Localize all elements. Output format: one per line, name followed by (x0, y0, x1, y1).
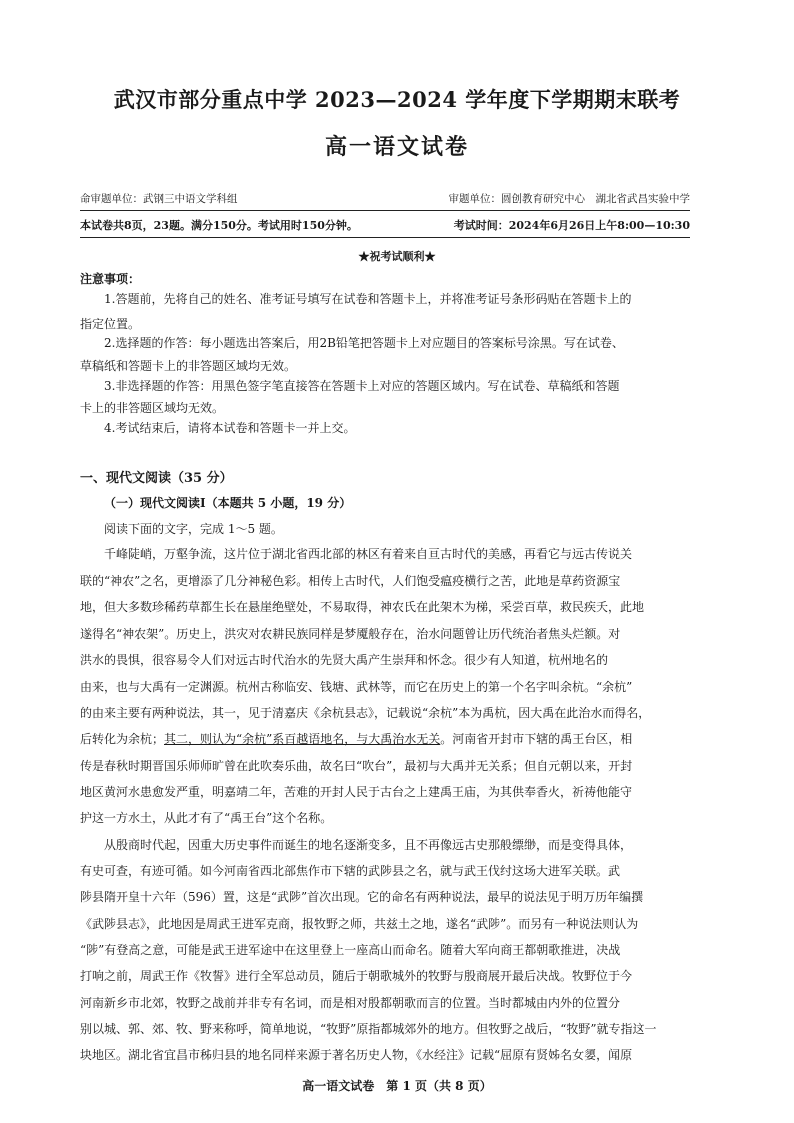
underlined-sentence: 其二，则认为“余杭”系百越语地名，与大禹治水无关 (164, 732, 441, 746)
passage-line: 的由来主要有两种说法，其一，见于清嘉庆《余杭县志》，记载说“余杭”本为禹杭，因大禹在此治水而得名， (80, 706, 651, 720)
exam-title: 武汉市部分重点中学 2023—2024 学年度下学期期末联考 (113, 87, 681, 112)
notice-line: 2.选择题的作答：每小题选出答案后，用2B铅笔把答题卡上对应题目的答案标号涂黑。写在试卷、 (104, 336, 624, 350)
passage-line: 洪水的畏惧，很容易令人们对远古时代治水的先贤大禹产生崇拜和怀念。很少有人知道，杭州地名的 (80, 653, 609, 667)
notice-line: 3.非选择题的作答：用黑色签字笔直接答在答题卡上对应的答题区域内。写在试卷、草稿纸和答题 (104, 379, 620, 393)
proposer-text: 命审题单位：武钢三中语文学科组 (80, 193, 238, 205)
page-footer: 高一语文试卷 第 1 页（共 8 页） (302, 1079, 492, 1093)
subsection-heading: （一）现代文阅读Ⅰ（本题共 5 小题，19 分） (104, 496, 352, 510)
section-heading: 一、现代文阅读（35 分） (80, 471, 233, 486)
passage-line: 从殷商时代起，因重大历史事件而诞生的地名逐渐变多，且不再像远古史那般缥缈，而是变得具体， (104, 838, 633, 852)
notice-line: 卡上的非答题区域均无效。 (80, 401, 225, 415)
reviewer-text: 审题单位：圆创教育研究中心 湖北省武昌实验中学 (448, 193, 690, 205)
passage-line: 遂得名“神农架”。历史上，洪灾对农耕民族同样是梦魇般存在，治水问题曾让历代统治者焦头烂额。对 (80, 627, 621, 641)
exam-time-text: 考试时间：2024年6月26日上午8:00—10:30 (453, 219, 690, 232)
notice-line: 草稿纸和答题卡上的非答题区域均无效。 (80, 359, 297, 373)
passage-line: “陟”有登高之意，可能是武王进军途中在这里登上一座高山而命名。随着大军向商王都朝歌推进，决战 (80, 943, 621, 957)
notice-line: 4.考试结束后，请将本试卷和答题卡一并上交。 (104, 421, 356, 435)
good-luck-banner: ★祝考试顺利★ (358, 250, 436, 263)
passage-line-underlined (80, 730, 690, 747)
proposer-row (80, 191, 690, 206)
passage-line: 由来，也与大禹有一定渊源。杭州古称临安、钱塘、武林等，而它在历史上的第一个名字叫余杭。“余杭” (80, 680, 633, 694)
passage-line: 有史可查，有迹可循。如今河南省西北部焦作市下辖的武陟县之名，就与武王伐纣这场大进军关联。武 (80, 864, 621, 878)
divider-top (80, 210, 690, 211)
passage-text: 。河南省开封市下辖的禹王台区，相 (440, 732, 633, 746)
reading-instruction: 阅读下面的文字，完成 1～5 题。 (104, 522, 283, 536)
passage-line: 别以城、郭、郊、牧、野来称呼，简单地说，“牧野”原指都城郊外的地方。但牧野之战后，“牧野”就专指这一 (80, 1022, 657, 1036)
passage-line: 打响之前，周武王作《牧誓》进行全军总动员，随后于朝歌城外的牧野与殷商展开最后决战。牧野位于今 (80, 969, 633, 983)
passage-line: 地，但大多数珍稀药草都生长在悬崖绝壁处，不易取得，神农氏在此架木为梯，采尝百草，救民疾夭，此地 (80, 600, 645, 614)
passage-line: 千峰陡峭，万壑争流，这片位于湖北省西北部的林区有着来自亘古时代的美感，再看它与远古传说关 (104, 547, 633, 561)
passage-text: 后转化为余杭； (80, 732, 165, 746)
notice-title: 注意事项： (80, 272, 141, 286)
notice-line: 1.答题前，先将自己的姓名、准考证号填写在试卷和答题卡上，并将准考证号条形码贴在答题卡上的 (104, 292, 632, 306)
info-row (80, 217, 690, 233)
passage-line: 陟县隋开皇十六年（596）置，这是“武陟”首次出现。它的命名有两种说法，最早的说法见于明万历年编撰 (80, 890, 644, 904)
passage-line: 地区黄河水患愈发严重，明嘉靖二年，苦难的开封人民于古台之上建禹王庙，为其供奉香火，祈祷他能守 (80, 785, 633, 799)
notice-line: 指定位置。 (80, 317, 141, 331)
passage-line: 河南新乡市北郊，牧野之战前并非专有名词，而是相对殷都朝歌而言的位置。当时都城由内外的位置分 (80, 996, 621, 1010)
divider-bottom (80, 237, 690, 238)
exam-subtitle: 高一语文试卷 (324, 134, 469, 160)
passage-line: 《武陟县志》，此地因是周武王进军克商，报牧野之师，共兹土之地，遂名“武陟”。而另有一种说法则认为 (80, 917, 639, 931)
passage-line: 块地区。湖北省宜昌市秭归县的地名同样来源于著名历史人物，《水经注》记载“屈原有贤姊名女嬃，闻原 (80, 1048, 633, 1062)
passage-line: 护这一方水土，从此才有了“禹王台”这个名称。 (80, 811, 333, 825)
passage-line: 联的“神农”之名，更增添了几分神秘色彩。相传上古时代，人们饱受瘟疫横行之苦，此地是草药资源宝 (80, 574, 621, 588)
passage-line: 传是春秋时期晋国乐师师旷曾在此吹奏乐曲，故名曰“吹台”，最初与大禹并无关系；但自元朝以来，开封 (80, 759, 633, 773)
exam-info-text: 本试卷共8页，23题。满分150分。考试用时150分钟。 (80, 219, 358, 232)
